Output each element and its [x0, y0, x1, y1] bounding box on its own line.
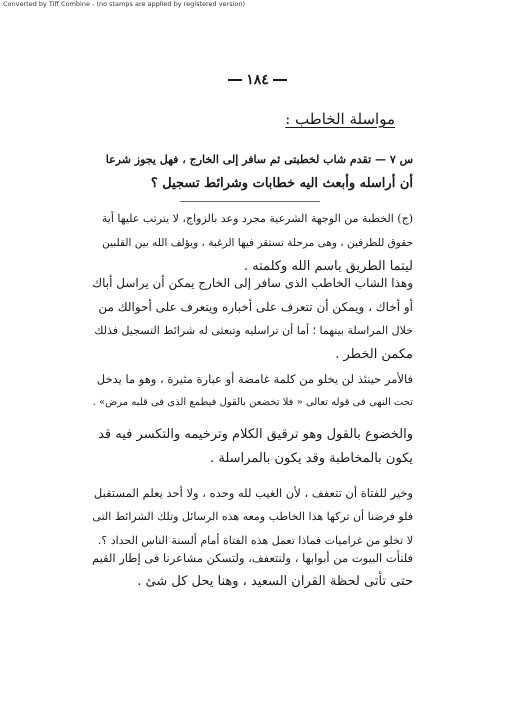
- paragraph-line: أو أخاك ، ويمكن أن تتعرف على أخباره ويتعرف على أحوالك من: [98, 300, 413, 314]
- answer-paragraph: [90, 481, 413, 553]
- paragraph-line: ليتما الطريق باسم الله وكلمته .: [243, 259, 413, 274]
- answer-paragraph: [90, 423, 413, 471]
- paragraph-line: حتى تأتى لحظة القران السعيد ، وهنا يحل كل شئ .: [137, 574, 413, 589]
- answer-paragraph: [90, 367, 413, 415]
- answer-paragraph: [90, 546, 413, 594]
- paragraph-line: يكون بالمخاطبة وقد يكون بالمراسلة .: [210, 451, 413, 466]
- paragraph-line: تحت النهى فى قوله تعالى « فلا تخضعن بالقول فيطمع الذى فى قلبه مرض» .: [92, 397, 413, 408]
- page-number: [0, 72, 515, 88]
- paragraph-line: وخير للفتاة أن تتعفف ، لأن الغيب لله وحده ، ولا أحد يعلم المستقبل: [93, 486, 413, 500]
- paragraph-line: مكمن الخطر .: [335, 347, 413, 362]
- question-line: س ٧ — تقدم شاب لخطبتى ثم سافر إلى الخارج ، فهل يجوز شرعا: [105, 153, 413, 166]
- paragraph-line: فلنأت البيوت من أبوابها ، ولنتعفف، ولتسكن مشاعرنا فى إطار القيم: [91, 551, 413, 565]
- answer-paragraph: [90, 207, 413, 279]
- paragraph-line: وهذا الشاب الخاطب الذى سافر إلى الخارج يمكن أن يراسل أباك: [92, 276, 413, 290]
- page-number-text: ١٨٤: [246, 72, 269, 88]
- page-number-dash-right: [273, 79, 287, 81]
- paragraph-line: لا تخلو من غراميات فماذا تعمل هذه الفتاة أمام ألسنة الناس الحداد ؟.: [97, 534, 413, 547]
- page-number-dash-left: [228, 79, 242, 81]
- paragraph-line: فالأمر حينئذ لن يخلو من كلمة غامضة أو عبارة مثيرة ، وهو ما يدخل: [96, 372, 413, 386]
- converter-watermark-text: Converted by Tiff Combine - (no stamps are applied by registered version): [3, 0, 246, 8]
- question-line: أن أراسله وأبعث اليه خطابات وشرائط تسجيل ؟: [150, 176, 413, 191]
- paragraph-line: حقوق للطرفين ، وهى مرحلة تستقر فيها الرغبة ، ويؤلف الله بين القلبين: [102, 237, 413, 249]
- section-divider: [180, 201, 320, 202]
- paragraph-line: والخضوع بالقول وهو ترقيق الكلام وترخيمه والتكسر فيه قد: [98, 427, 413, 442]
- answer-paragraph: [90, 271, 413, 367]
- section-heading: مواسلة الخاطب :: [285, 110, 395, 128]
- paragraph-line: (ج) الخطبة من الوجهة الشرعية مجرد وعد بالزواج، لا يترتب عليها أية: [101, 212, 413, 225]
- paragraph-line: خلال المراسلة بينهما ؛ أما أن تراسليه وتبعثى له شرائط التسجيل فذلك: [94, 324, 413, 337]
- question-block: [93, 148, 413, 196]
- paragraph-line: فلو فرضنا أن تركها هذا الخاطب ومعه هذه الرسائل وتلك الشرائط التى: [92, 510, 413, 523]
